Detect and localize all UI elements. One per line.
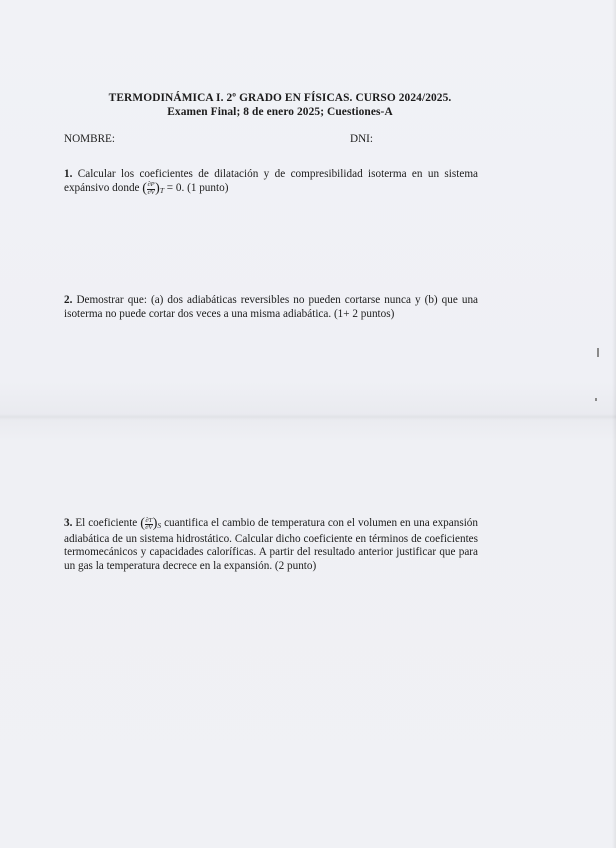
dni-field: DNI: <box>350 133 373 145</box>
subscript: S <box>157 521 162 530</box>
question-text-end: cuantifica el cambio de temperatura con el volumen en una expansión adiabática de un sistema hidrostático. Calcular dicho coeficiente en términos de coeficientes termomecánicos y capacidades caloríficas. A partir del resultado anterior justificar que para un gas la temperatura decrece en la expansión. (2 punto) <box>64 517 478 572</box>
question-3: 3. El coeficiente ( $\frac{\partial T}{\partial V}$ )$_S$ cuantifica el cambio de temperatura con el volumen en una expansión adiabática de un sistema hidrostático. Calcular dicho coeficiente en términos de coeficientes termomecánicos y capacidades caloríficas. A partir del resultado anterior justificar que para un gas la temperatura decrece en la expansión. (2 punto) <box>64 516 478 572</box>
question-2 <box>64 294 478 321</box>
question-number: 3. <box>64 517 73 529</box>
question-text: El coeficiente <box>75 517 138 529</box>
exam-subtitle: Examen Final; 8 de enero 2025; Cuestiones-A <box>167 106 393 118</box>
paper-edge-shadow <box>612 0 616 848</box>
question-number: 1. <box>64 168 73 180</box>
subscript: T <box>159 185 164 195</box>
question-1: 1. Calcular los coeficientes de dilatación y de compresibilidad isoterma en un sistema expánsivo donde ( $\frac{\partial P}{\partial V}$ )$_T = 0$. (1 punto) <box>64 168 478 196</box>
scan-mark <box>597 348 599 357</box>
scan-mark <box>595 398 597 401</box>
exam-header <box>60 91 500 119</box>
exam-title: TERMODINÁMICA I. 2º GRADO EN FÍSICAS. CURSO 2024/2025. <box>108 92 452 104</box>
question-text: Demostrar que: (a) dos adiabáticas reversibles no pueden cortarse nunca y (b) que una isoterma no puede cortar dos veces a una misma adiabática. (1+ 2 puntos) <box>64 294 479 320</box>
paper-fold <box>0 414 616 420</box>
nombre-field: NOMBRE: <box>64 133 115 145</box>
partial-derivative: $\frac{\partial P}{\partial V}$ <box>147 181 155 196</box>
partial-derivative: $\frac{\partial T}{\partial V}$ <box>145 516 153 531</box>
question-number: 2. <box>64 294 73 306</box>
question-text-end: = 0. (1 punto) <box>166 181 229 194</box>
question-text: Calcular los coeficientes de dilatación y de compresibilidad isoterma en un sistema expánsivo donde <box>64 168 478 194</box>
